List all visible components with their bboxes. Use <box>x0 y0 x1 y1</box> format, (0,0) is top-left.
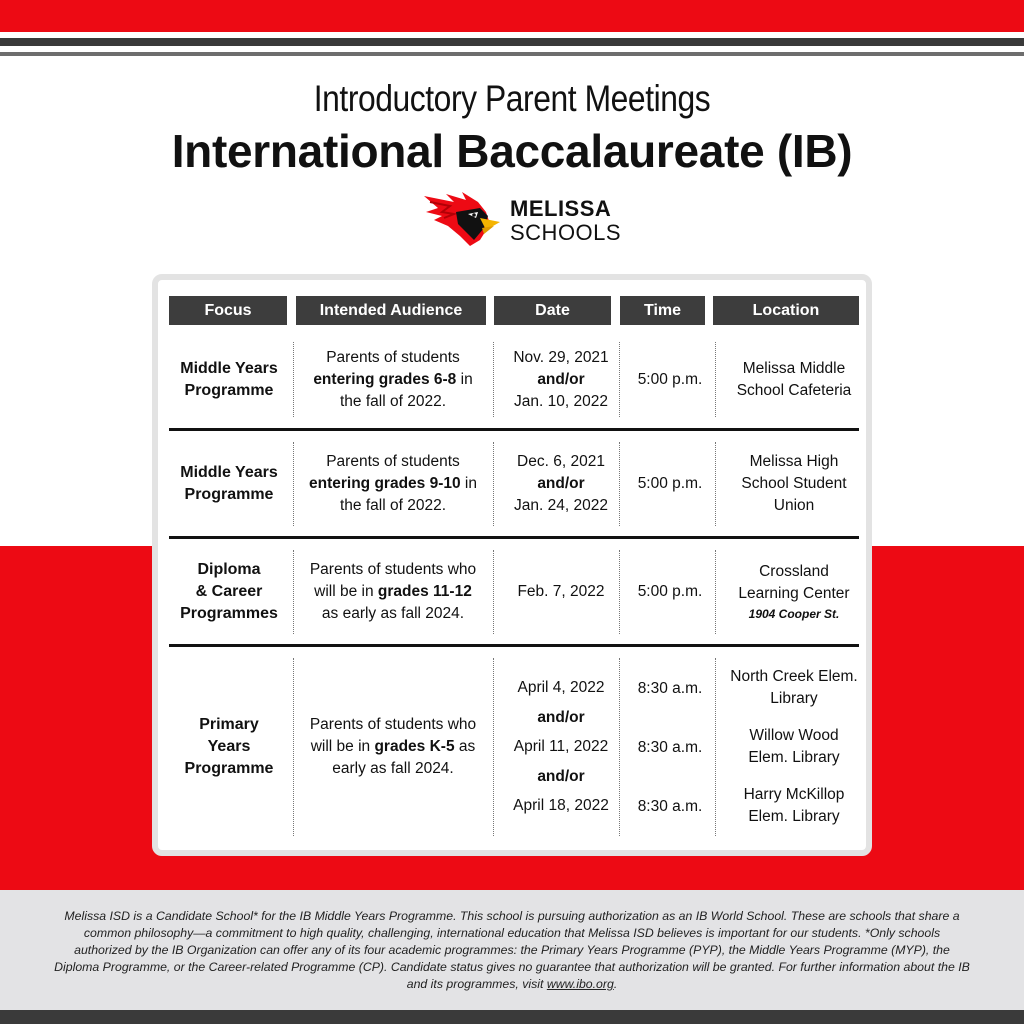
ibo-link[interactable]: www.ibo.org <box>546 977 614 991</box>
focus-cell: Diploma & Career Programmes <box>180 561 278 622</box>
audience-cell: Parents of students who will be in grades 11-12 as early as fall 2024. <box>309 561 477 622</box>
focus-cell: Middle Years Programme <box>180 359 278 399</box>
bottom-gray-bar <box>0 1010 1024 1024</box>
location-cell: North Creek Elem. Library Willow Wood Elem. Library Harry McKillop Elem. Library <box>730 668 858 825</box>
date-cell: Feb. 7, 2022 <box>517 583 605 600</box>
page-subtitle: Introductory Parent Meetings <box>313 78 711 119</box>
table-row <box>169 540 859 644</box>
audience-cell: Parents of students who will be in grades K-5 as early as fall 2024. <box>309 716 477 777</box>
header-date: Date <box>494 296 611 325</box>
logo-line2: SCHOOLS <box>510 220 622 245</box>
disclaimer-text: Melissa ISD is a Candidate School* for the IB Middle Years Programme. This school is pursuing authorization as an IB World School. These are schools that share a common philosophy—a commitment to high quality, challenging, international education that Melissa ISD believes is important for our students. *Only schools authorized by the IB Organization can offer any of its four academic programmes: the Primary Years Programme (PYP), the Middle Years Programme (MYP), the Diploma Programme, or the Career-related Programme (CP). Candidate status gives no guarantee that authorization will be granted. For further information about the IB and its programmes, visit www.ibo.org. <box>54 909 970 991</box>
row-divider <box>169 536 859 539</box>
page-title: International Baccalaureate (IB) <box>171 125 853 177</box>
time-cell: 5:00 p.m. <box>637 370 703 388</box>
disclaimer-footer <box>0 890 1024 1010</box>
focus-cell: Primary Years Programme <box>184 716 274 777</box>
time-cell: 8:30 a.m. 8:30 a.m. 8:30 a.m. <box>637 679 703 815</box>
top-gray-stripe <box>0 38 1024 46</box>
audience-cell: Parents of students entering grades 6-8 in the fall of 2022. <box>313 348 473 410</box>
date-cell: Nov. 29, 2021 and/or Jan. 10, 2022 <box>513 348 609 410</box>
location-address: 1904 Cooper St. <box>748 607 840 621</box>
header-audience: Intended Audience <box>296 296 486 325</box>
top-red-band <box>0 0 1024 32</box>
table-row <box>169 332 859 427</box>
table-row <box>169 432 859 536</box>
melissa-schools-logo <box>420 190 620 250</box>
logo-line1: MELISSA <box>510 196 612 221</box>
audience-cell: Parents of students entering grades 9-10 in the fall of 2022. <box>309 453 477 514</box>
row-divider <box>169 644 859 647</box>
table-row <box>169 648 859 846</box>
location-cell: Melissa Middle School Cafeteria <box>736 359 852 399</box>
date-cell: April 4, 2022 and/or April 11, 2022 and/or April 18, 2022 <box>513 679 609 815</box>
row-divider <box>169 428 859 431</box>
header-focus: Focus <box>169 296 287 325</box>
cardinal-icon <box>420 190 502 248</box>
location-cell: Melissa High School Student Union <box>741 453 847 514</box>
date-cell: Dec. 6, 2021 and/or Jan. 24, 2022 <box>514 453 608 514</box>
time-cell: 5:00 p.m. <box>637 475 703 492</box>
location-cell: Crossland Learning Center 1904 Cooper St. <box>738 563 850 621</box>
time-cell: 5:00 p.m. <box>637 583 703 600</box>
focus-cell: Middle Years Programme <box>180 464 278 503</box>
header-location: Location <box>713 296 859 325</box>
schedule-table <box>152 274 872 856</box>
header-time: Time <box>620 296 705 325</box>
top-gray-thin-stripe <box>0 52 1024 56</box>
